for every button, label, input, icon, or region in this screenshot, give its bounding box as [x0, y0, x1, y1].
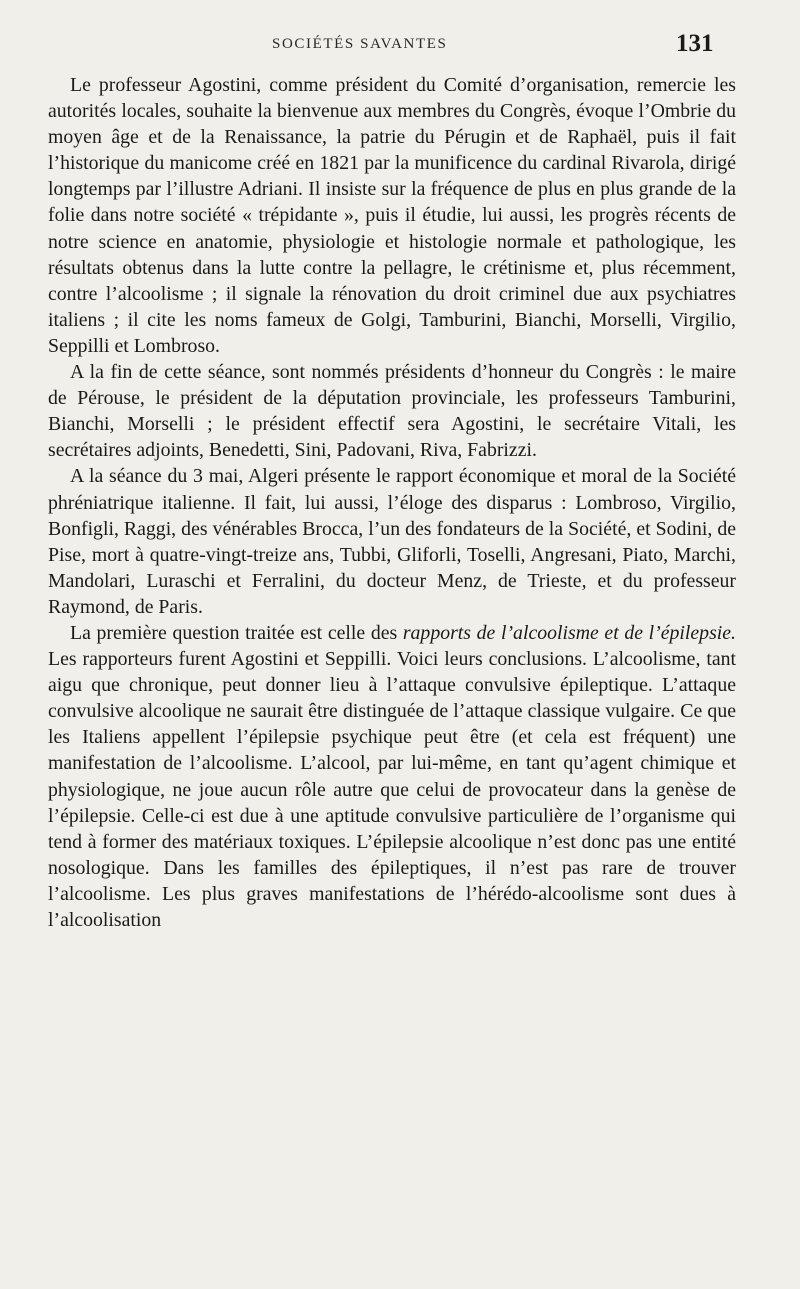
paragraph-opening-speech: Le professeur Agostini, comme président du Comité d’organisation, remercie les autorités locales, souhaite la bienvenue aux membres du Congrès, évoque l’Ombrie du moyen âge et de la Renaissance, la patrie du Pérugin et de Raphaël, puis il fait l’historique du manicome créé en 1821 par la munificence du cardinal Rivarola, dirigé longtemps par l’illustre Adriani. Il insiste sur la fréquence de plus en plus grande de la folie dans notre société « trépidante », puis il étudie, lui aussi, les progrès récents de notre science en anatomie, physiologie et histologie normale et pathologique, les résultats obtenus dans la lutte contre la pellagre, le crétinisme et, plus récemment, contre l’alcoolisme ; il signale la rénovation du droit criminel due aux psychiatres italiens ; il cite les noms fameux de Golgi, Tamburini, Bianchi, Morselli, Virgilio, Seppilli et Lombroso. [48, 74, 736, 357]
running-title: SOCIÉTÉS SAVANTES [272, 36, 448, 52]
italic-topic-title: rapports de l’alcoolisme et de l’épilepsie. [402, 621, 736, 644]
body-text [48, 72, 736, 933]
paragraph-honorary-presidents: A la fin de cette séance, sont nommés présidents d’honneur du Congrès : le maire de Pérouse, le président de la députation provinciale, les professeurs Tamburini, Bianchi, Morselli ; le président effectif sera Agostini, le secrétaire Vitali, les secrétaires adjoints, Benedetti, Sini, Padovani, Riva, Fabrizzi. [48, 361, 736, 462]
paragraph-text-rest: Les rapporteurs furent Agostini et Seppilli. Voici leurs conclusions. L’alcoolisme, tant aigu que chronique, peut donner lieu à l’attaque convulsive épileptique. L’attaque convulsive alcoolique ne saurait être distinguée de l’attaque classique vulgaire. Ce que les Italiens appellent l’épilepsie psychique peut être (et cela est fréquent) une manifestation de l’alcoolisme. L’alcool, par lui-même, en tant qu’agent chimique et physiologique, ne joue aucun rôle autre que celui de provocateur dans la genèse de l’épilepsie. Celle-ci est due à une aptitude convulsive particulière de l’organisme qui tend à former des matériaux toxiques. L’épilepsie alcoolique n’est donc pas une entité nosologique. Dans les familles des épileptiques, il n’est pas rare de trouver l’alcoolisme. Les plus graves manifestations de l’hérédo-alcoolisme sont dues à l’alcoolisation [48, 648, 736, 931]
page-header [0, 30, 800, 70]
paragraph-text-start: La première question traitée est celle des [70, 621, 403, 644]
paragraph-alcoholism-epilepsy [48, 620, 736, 933]
page-number: 131 [676, 30, 714, 57]
paragraph-session-may-3: A la séance du 3 mai, Algeri présente le rapport économique et moral de la Société phréniatrique italienne. Il fait, lui aussi, l’éloge des disparus : Lombroso, Virgilio, Bonfigli, Raggi, des vénérables Brocca, l’un des fondateurs de la Société, et Sodini, de Pise, mort à quatre-vingt-treize ans, Tubbi, Gliforli, Toselli, Angresani, Piato, Marchi, Mandolari, Luraschi et Ferralini, du docteur Menz, de Trieste, et du professeur Raymond, de Paris. [48, 465, 736, 618]
